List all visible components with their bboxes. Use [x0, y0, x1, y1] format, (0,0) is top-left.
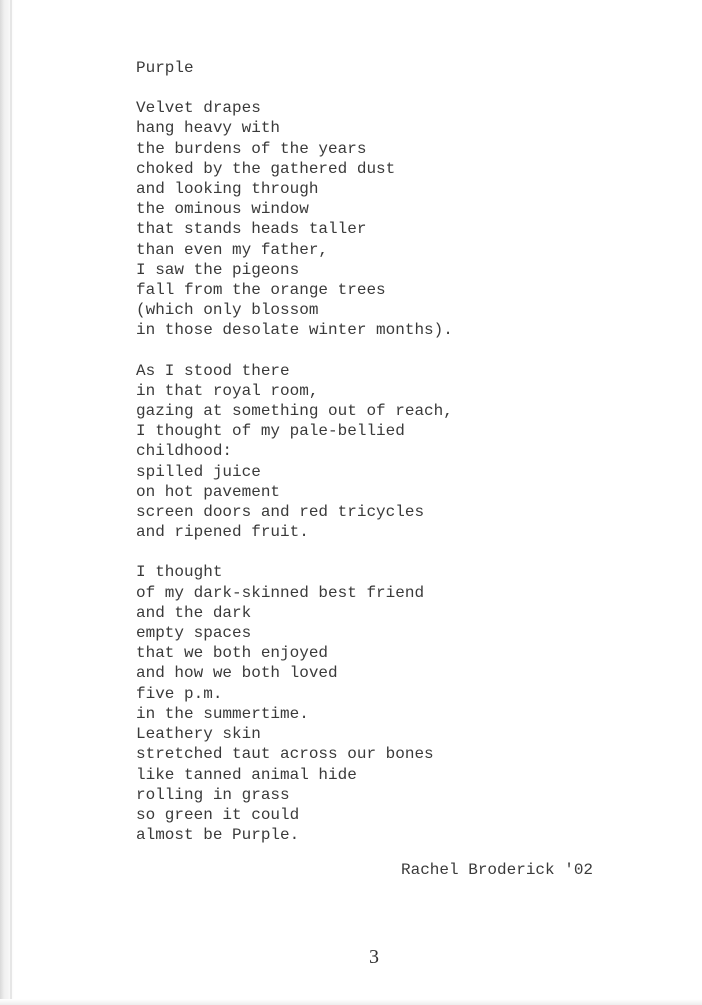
poem-line: fall from the orange trees — [136, 281, 386, 300]
poem-line: childhood: — [136, 442, 233, 461]
poem-line: stretched taut across our bones — [136, 745, 434, 764]
poem-line: almost be Purple. — [136, 826, 300, 845]
poem-line: than even my father, — [136, 240, 329, 259]
stanza-3 — [136, 562, 453, 845]
author-signature: Rachel Broderick '02 — [401, 861, 594, 879]
poem-line: Leathery skin — [136, 725, 261, 744]
poem-line: and ripened fruit. — [136, 523, 309, 542]
stanza-1 — [136, 98, 453, 340]
poem-line: screen doors and red tricycles — [136, 503, 425, 522]
poem-line: I saw the pigeons — [136, 260, 300, 279]
poem-line: and how we both loved — [136, 664, 338, 683]
poem-line: gazing at something out of reach, — [136, 402, 453, 421]
poem-line: the ominous window — [136, 200, 309, 219]
poem-line: I thought of my pale-bellied — [136, 422, 405, 441]
poem-line: that we both enjoyed — [136, 644, 329, 663]
binding-edge — [10, 0, 12, 1005]
poem-line: Velvet drapes — [136, 99, 261, 118]
poem-line: like tanned animal hide — [136, 765, 357, 784]
poem-line: I thought — [136, 563, 223, 582]
poem-title: Purple — [136, 59, 194, 77]
poem-line: rolling in grass — [136, 785, 290, 804]
poem-line: of my dark-skinned best friend — [136, 583, 425, 602]
poem-line: the burdens of the years — [136, 139, 367, 158]
poem-line: and looking through — [136, 180, 319, 199]
poem-line: on hot pavement — [136, 482, 281, 501]
poem-line: empty spaces — [136, 624, 252, 643]
poem — [136, 58, 453, 845]
poem-line: hang heavy with — [136, 119, 281, 138]
poem-line: five p.m. — [136, 684, 223, 703]
poem-line: (which only blossom — [136, 301, 319, 320]
page-number: 3 — [369, 946, 379, 968]
poem-line: in that royal room, — [136, 381, 319, 400]
poem-line: choked by the gathered dust — [136, 159, 396, 178]
poem-line: in those desolate winter months). — [136, 321, 453, 340]
poem-line: that stands heads taller — [136, 220, 367, 239]
poem-line: and the dark — [136, 603, 252, 622]
poem-line: spilled juice — [136, 462, 261, 481]
stanza-2 — [136, 361, 453, 543]
page-bottom-edge — [0, 999, 702, 1005]
poem-line: so green it could — [136, 805, 300, 824]
poem-line: in the summertime. — [136, 704, 309, 723]
poem-line: As I stood there — [136, 361, 290, 380]
